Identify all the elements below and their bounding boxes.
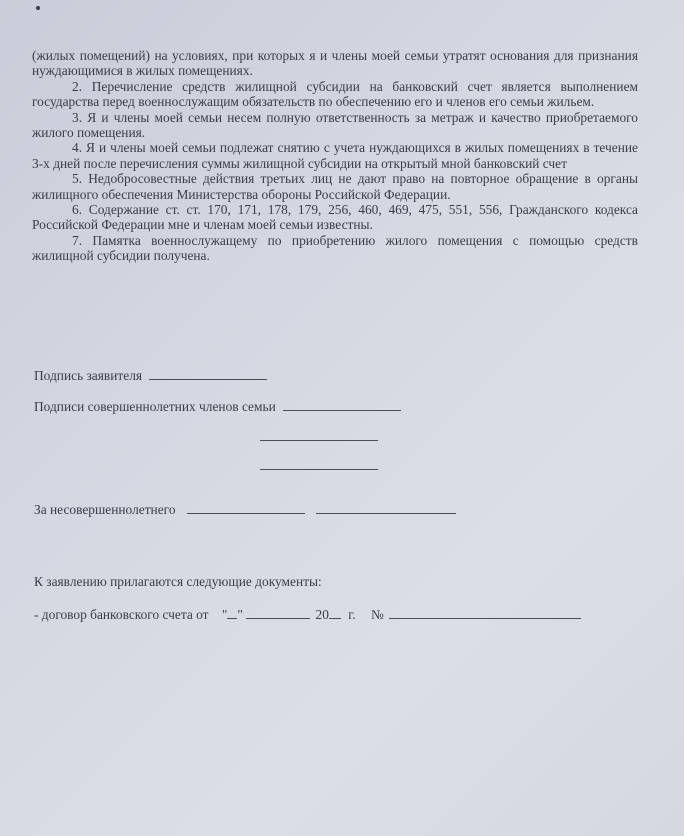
minor-representative-blank[interactable] [316, 501, 456, 514]
minor-signature-line [34, 501, 456, 518]
applicant-signature-line [34, 367, 267, 384]
bank-contract-line [34, 606, 581, 623]
day-quote-open: " [221, 607, 228, 622]
paragraph-2: 2. Перечисление средств жилищной субсидии на банковский счет является выполнением государства перед военнослужащим обязательств по обеспечению его и членов его семьи жильем. [32, 78, 638, 110]
paragraph-3: 3. Я и члены моей семьи несем полную ответственность за метраж и качество приобретаемого жилого помещения. [32, 109, 638, 141]
applicant-signature-label: Подпись заявителя [34, 368, 143, 383]
paragraph-intro: (жилых помещений) на условиях, при которых я и члены моей семьи утратят основания для признания нуждающимися в жилых помещениях. [32, 48, 638, 79]
adult-member-signature-blank-3[interactable] [260, 468, 378, 470]
adult-member-signature-blank-1[interactable] [283, 398, 401, 411]
adult-member-signature-blank-2[interactable] [260, 439, 378, 441]
contract-month-blank[interactable] [246, 606, 310, 619]
page-mark [36, 6, 40, 10]
attachments-heading: К заявлению прилагаются следующие документы: [34, 574, 322, 589]
contract-number-sign: № [371, 607, 384, 622]
minor-signature-label: За несовершеннолетнего [34, 502, 176, 517]
paragraph-4: 4. Я и члены моей семьи подлежат снятию с учета нуждающихся в жилых помещениях в течение 3-х дней после перечисления суммы жилищной субсидии на открытый мной банковский счет [32, 140, 638, 171]
paragraph-5: 5. Недобросовестные действия третьих лиц не дают право на повторное обращение в органы жилищного обеспечения Министерства обороны Российской Федерации. [32, 171, 638, 202]
contract-year-blank[interactable] [329, 606, 341, 619]
bank-contract-label: - договор банковского счета от [34, 607, 209, 622]
paragraph-7: 7. Памятка военнослужащему по приобретению жилого помещения с помощью средств жилищной субсидии получена. [32, 232, 638, 264]
contract-number-blank[interactable] [389, 606, 581, 619]
applicant-signature-blank[interactable] [149, 367, 267, 380]
contract-year-prefix: 20 [315, 607, 329, 622]
paragraph-6: 6. Содержание ст. ст. 170, 171, 178, 179, 256, 460, 469, 475, 551, 556, Гражданского кодекса Российской Федерации мне и членам моей семьи известны. [32, 202, 638, 233]
attachments-heading-line [34, 574, 322, 590]
document-body [32, 48, 638, 264]
adult-members-signature-label: Подписи совершеннолетних членов семьи [34, 399, 276, 414]
minor-signature-blank[interactable] [187, 501, 305, 514]
contract-day-blank[interactable] [227, 606, 237, 619]
day-quote-close: " [237, 607, 243, 622]
contract-year-suffix: г. [348, 607, 356, 622]
adult-members-signature-line [34, 398, 401, 415]
